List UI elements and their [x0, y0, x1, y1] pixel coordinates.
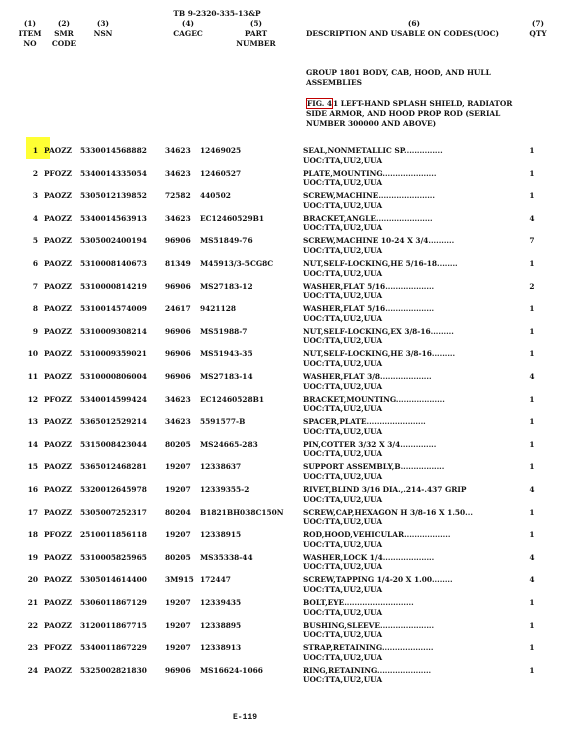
cage-code: 96906: [165, 326, 191, 336]
uoc-codes: UOC:TTA,UU2,UUA: [303, 630, 383, 640]
part-number: MS16624-1066: [200, 665, 263, 675]
part-number: MS24665-283: [200, 439, 258, 449]
part-number: EC12460528B1: [200, 394, 265, 404]
cage-code: 72582: [165, 191, 191, 201]
quantity: 1: [529, 530, 535, 540]
description: BRACKET,MOUNTING...................: [303, 394, 445, 404]
col-desc-header: (6) DESCRIPTION AND USABLE ON CODES(UOC): [306, 19, 500, 38]
nsn: 5340014335054: [80, 168, 147, 178]
part-number: B1821BH038C150N: [200, 507, 284, 517]
description: SCREW,MACHINE......................: [303, 191, 435, 201]
uoc-codes: UOC:TTA,UU2,UUA: [303, 381, 383, 391]
uoc-codes: UOC:TTA,UU2,UUA: [303, 404, 383, 414]
description: BUSHING,SLEEVE.....................: [303, 620, 435, 630]
smr-code: PAOZZ: [44, 665, 72, 675]
item-number: 13: [27, 417, 38, 427]
description: STRAP,RETAINING....................: [303, 643, 434, 653]
quantity: 1: [529, 507, 535, 517]
description: PLATE,MOUNTING.....................: [303, 168, 437, 178]
part-number: M45913/3-5CG8C: [200, 259, 274, 268]
smr-code: PAOZZ: [44, 191, 72, 201]
uoc-codes: UOC:TTA,UU2,UUA: [303, 358, 383, 368]
cage-code: 24617: [165, 304, 191, 314]
part-number: EC12460529B1: [200, 213, 265, 223]
uoc-codes: UOC:TTA,UU2,UUA: [303, 494, 383, 504]
part-number: 12469025: [200, 146, 242, 155]
item-number: 3: [32, 191, 38, 201]
uoc-codes: UOC:TTA,UU2,UUA: [303, 539, 383, 549]
uoc-codes: UOC:TTA,UU2,UUA: [303, 336, 383, 346]
smr-code: PFOZZ: [44, 394, 73, 404]
nsn: 5340014599424: [80, 394, 147, 404]
nsn: 5320012645978: [80, 485, 147, 494]
cage-code: 34623: [165, 213, 191, 223]
uoc-codes: UOC:TTA,UU2,UUA: [303, 607, 383, 617]
nsn: 5310009308214: [80, 326, 147, 336]
smr-code: PFOZZ: [44, 168, 73, 178]
item-number: 5: [32, 236, 38, 246]
uoc-codes: UOC:TTA,UU2,UUA: [303, 652, 383, 662]
item-number: 10: [27, 349, 38, 359]
item-number: 8: [32, 304, 38, 314]
quantity: 1: [529, 665, 535, 675]
quantity: 4: [529, 485, 535, 494]
col-part-header: (5) PART NUMBER: [236, 19, 276, 48]
uoc-codes: UOC:TTA,UU2,UUA: [303, 245, 383, 255]
smr-code: PAOZZ: [44, 326, 72, 336]
smr-code: PAOZZ: [44, 552, 72, 562]
smr-code: PAOZZ: [44, 349, 72, 359]
description: WASHER,FLAT 3/8....................: [303, 372, 432, 381]
description: ROD,HOOD,VEHICULAR..................: [303, 530, 451, 540]
part-number: 12338915: [200, 530, 242, 540]
quantity: 2: [529, 281, 535, 291]
item-number: 15: [27, 462, 38, 472]
nsn: 5315008423044: [80, 439, 147, 449]
smr-code: PAOZZ: [44, 507, 72, 517]
nsn: 5340011867229: [80, 643, 147, 653]
nsn: 5310005825965: [80, 552, 147, 562]
description: NUT,SELF-LOCKING,EX 3/8-16.........: [303, 326, 454, 336]
smr-code: PAOZZ: [44, 146, 72, 155]
uoc-codes: UOC:TTA,UU2,UUA: [303, 223, 383, 233]
item-number: 2: [32, 168, 38, 178]
description: BRACKET,ANGLE......................: [303, 213, 433, 223]
quantity: 1: [529, 349, 535, 359]
description: WASHER,LOCK 1/4....................: [303, 552, 435, 562]
cage-code: 19207: [165, 620, 191, 630]
smr-code: PAOZZ: [44, 620, 72, 630]
nsn: 5305007252317: [80, 507, 147, 517]
nsn: 5305014614400: [80, 575, 147, 585]
part-number: 12460527: [200, 168, 242, 178]
uoc-codes: UOC:TTA,UU2,UUA: [303, 449, 383, 459]
part-number: MS35338-44: [200, 552, 253, 562]
part-number: 9421128: [200, 304, 236, 314]
nsn: 5330014568882: [80, 146, 147, 155]
uoc-codes: UOC:TTA,UU2,UUA: [303, 155, 383, 165]
item-number: 18: [27, 530, 38, 540]
cage-code: 19207: [165, 530, 191, 540]
nsn: 5365012529214: [80, 417, 147, 427]
cage-code: 80205: [165, 552, 191, 562]
description: SUPPORT ASSEMBLY,B.................: [303, 462, 445, 472]
cage-code: 80205: [165, 439, 191, 449]
item-number: 14: [27, 439, 38, 449]
item-number: 17: [27, 507, 38, 517]
quantity: 1: [529, 394, 535, 404]
smr-code: PFOZZ: [44, 643, 73, 653]
item-number: 9: [32, 326, 38, 336]
cage-code: 3M915: [165, 575, 194, 585]
nsn: 5310000806004: [80, 372, 147, 381]
cage-code: 34623: [165, 146, 191, 155]
quantity: 1: [529, 168, 535, 178]
nsn: 5365012468281: [80, 462, 147, 472]
nsn: 2510011856118: [80, 530, 147, 540]
quantity: 4: [529, 213, 535, 223]
description: NUT,SELF-LOCKING,HE 5/16-18........: [303, 259, 458, 268]
quantity: 1: [529, 304, 535, 314]
col-smr-header: (2) SMR CODE: [51, 19, 77, 48]
quantity: 4: [529, 372, 535, 381]
uoc-codes: UOC:TTA,UU2,UUA: [303, 426, 383, 436]
part-number: 440502: [200, 191, 231, 201]
quantity: 1: [529, 620, 535, 630]
nsn: 5306011867129: [80, 598, 147, 607]
quantity: 1: [529, 259, 535, 268]
quantity: 7: [529, 236, 535, 246]
quantity: 1: [529, 598, 535, 607]
part-number: MS51943-35: [200, 349, 253, 359]
cage-code: 19207: [165, 643, 191, 653]
uoc-codes: UOC:TTA,UU2,UUA: [303, 584, 383, 594]
nsn: 5305012139852: [80, 191, 147, 201]
nsn: 3120011867715: [80, 620, 147, 630]
cage-code: 80204: [165, 507, 191, 517]
nsn: 5310008140673: [80, 259, 147, 268]
part-number: MS27183-14: [200, 372, 253, 381]
item-number: 16: [27, 485, 38, 494]
uoc-codes: UOC:TTA,UU2,UUA: [303, 471, 383, 481]
item-number: 4: [32, 213, 38, 223]
uoc-codes: UOC:TTA,UU2,UUA: [303, 562, 383, 572]
item-number: 12: [27, 394, 38, 404]
description: BOLT,EYE...........................: [303, 598, 414, 607]
description: SPACER,PLATE.......................: [303, 417, 426, 427]
cage-code: 96906: [165, 281, 191, 291]
item-number: 20: [27, 575, 38, 585]
page-number: E-119: [232, 713, 257, 722]
nsn: 5340014563913: [80, 213, 147, 223]
smr-code: PAOZZ: [44, 598, 72, 607]
part-number: MS27183-12: [200, 281, 253, 291]
cage-code: 96906: [165, 372, 191, 381]
description: RIVET,BLIND 3/16 DIA.,.214-.437 GRIP: [303, 485, 467, 494]
cage-code: 96906: [165, 665, 191, 675]
quantity: 4: [529, 552, 535, 562]
smr-code: PAOZZ: [44, 236, 72, 246]
uoc-codes: UOC:TTA,UU2,UUA: [303, 517, 383, 527]
uoc-codes: UOC:TTA,UU2,UUA: [303, 291, 383, 301]
quantity: 1: [529, 326, 535, 336]
smr-code: PAOZZ: [44, 485, 72, 494]
item-number: 21: [27, 598, 38, 607]
item-number: 19: [27, 552, 38, 562]
description: NUT,SELF-LOCKING,HE 3/8-16.........: [303, 349, 456, 359]
figure-caption: FIG. 41 LEFT-HAND SPLASH SHIELD, RADIATOR SIDE ARMOR, AND HOOD PROP ROD (SERIAL NUMBER 300000 AND ABOVE): [306, 99, 513, 128]
document-id: TB 9-2320-335-13&P: [173, 9, 261, 18]
smr-code: PAOZZ: [44, 575, 72, 585]
cage-code: 19207: [165, 598, 191, 607]
item-number: 23: [27, 643, 38, 653]
item-number: 7: [32, 281, 38, 291]
cage-code: 34623: [165, 168, 191, 178]
description: RING,RETAINING.....................: [303, 665, 432, 675]
col-item-header: (1) ITEM NO: [18, 19, 42, 48]
nsn: 5310000814219: [80, 281, 147, 291]
nsn: 5310009359021: [80, 349, 147, 359]
nsn: 5310014574009: [80, 304, 147, 314]
uoc-codes: UOC:TTA,UU2,UUA: [303, 675, 383, 685]
part-number: 172447: [200, 575, 231, 585]
col-cagec-header: (4) CAGEC: [173, 19, 203, 38]
cage-code: 34623: [165, 394, 191, 404]
part-number: 12339435: [200, 598, 242, 607]
nsn: 5325002821830: [80, 665, 147, 675]
col-nsn-header: (3) NSN: [93, 19, 113, 38]
smr-code: PAOZZ: [44, 304, 72, 314]
smr-code: PAOZZ: [44, 281, 72, 291]
smr-code: PAOZZ: [44, 417, 72, 427]
smr-code: PAOZZ: [44, 462, 72, 472]
quantity: 1: [529, 643, 535, 653]
description: SCREW,MACHINE 10-24 X 3/4..........: [303, 236, 455, 246]
description: PIN,COTTER 3/32 X 3/4..............: [303, 439, 437, 449]
quantity: 1: [529, 146, 535, 155]
uoc-codes: UOC:TTA,UU2,UUA: [303, 178, 383, 188]
quantity: 1: [529, 191, 535, 201]
col-qty-header: (7) QTY: [529, 19, 547, 38]
nsn: 5305002400194: [80, 236, 147, 246]
description: SCREW,CAP,HEXAGON H 3/8-16 X 1.50...: [303, 507, 473, 517]
group-title: GROUP 1801 BODY, CAB, HOOD, AND HULL ASSEMBLIES: [306, 68, 491, 87]
part-number: 12338637: [200, 462, 242, 472]
smr-code: PAOZZ: [44, 213, 72, 223]
item-number: 11: [27, 372, 38, 381]
part-number: MS51849-76: [200, 236, 253, 246]
cage-code: 96906: [165, 236, 191, 246]
description: WASHER,FLAT 5/16...................: [303, 304, 435, 314]
uoc-codes: UOC:TTA,UU2,UUA: [303, 200, 383, 210]
part-number: 12338895: [200, 620, 242, 630]
item-number: 1: [32, 146, 38, 155]
part-number: 12338913: [200, 643, 242, 653]
item-number: 24: [27, 665, 38, 675]
cage-code: 81349: [165, 259, 191, 268]
item-number: 22: [27, 620, 38, 630]
cage-code: 19207: [165, 462, 191, 472]
smr-code: PAOZZ: [44, 439, 72, 449]
description: SEAL,NONMETALLIC SP...............: [303, 146, 443, 155]
cage-code: 34623: [165, 417, 191, 427]
quantity: 1: [529, 439, 535, 449]
quantity: 1: [529, 462, 535, 472]
figure-label-box: FIG. 4: [307, 99, 333, 108]
quantity: 1: [529, 417, 535, 427]
part-number: 5591577-B: [200, 417, 246, 427]
quantity: 4: [529, 575, 535, 585]
description: SCREW,TAPPING 1/4-20 X 1.00........: [303, 575, 453, 585]
part-number: MS51988-7: [200, 326, 248, 336]
description: WASHER,FLAT 5/16...................: [303, 281, 435, 291]
smr-code: PFOZZ: [44, 530, 73, 540]
uoc-codes: UOC:TTA,UU2,UUA: [303, 313, 383, 323]
cage-code: 96906: [165, 349, 191, 359]
cage-code: 19207: [165, 485, 191, 494]
smr-code: PAOZZ: [44, 372, 72, 381]
uoc-codes: UOC:TTA,UU2,UUA: [303, 268, 383, 278]
item-number: 6: [32, 259, 38, 268]
smr-code: PAOZZ: [44, 259, 72, 268]
part-number: 12339355-2: [200, 485, 250, 494]
